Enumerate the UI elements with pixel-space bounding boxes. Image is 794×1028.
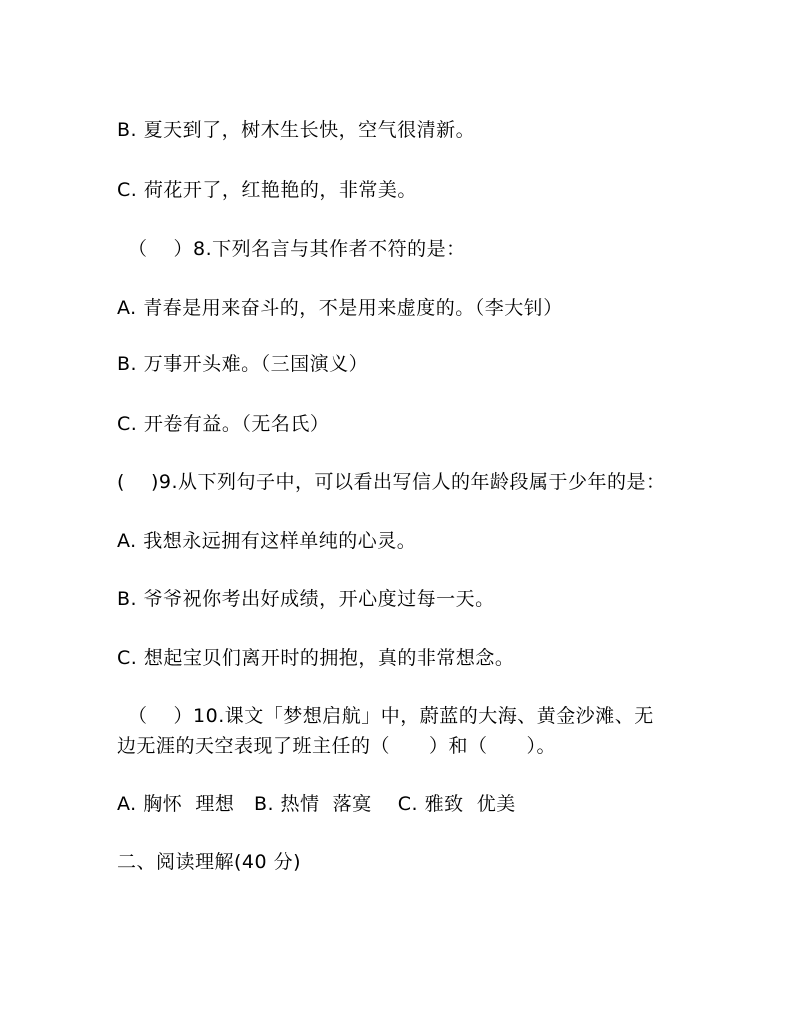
q9-stem: ( )9.从下列句子中，可以看出写信人的年龄段属于少年的是： (117, 471, 666, 493)
q8-stem: （ ）8.下列名言与其作者不符的是： (128, 238, 466, 260)
q8-option-a: A. 青春是用来奋斗的，不是用来虚度的。（李大钊） (117, 297, 563, 319)
q9-option-a: A. 我想永远拥有这样单纯的心灵。 (117, 530, 417, 552)
q8-option-c: C. 开卷有益。（无名氏） (117, 413, 330, 435)
q10-stem-line2: 边无涯的天空表现了班主任的（ ）和（ ）。 (117, 735, 557, 757)
q7-option-b: B. 夏天到了，树木生长快，空气很清新。 (117, 119, 476, 141)
q10-options: A. 胸怀 理想 B. 热情 落寞 C. 雅致 优美 (117, 793, 516, 815)
q7-option-c: C. 荷花开了，红艳艳的，非常美。 (117, 179, 417, 201)
section-heading: 二、阅读理解(40 分) (117, 851, 302, 873)
q9-option-c: C. 想起宝贝们离开时的拥抱，真的非常想念。 (117, 647, 515, 669)
q9-option-b: B. 爷爷祝你考出好成绩，开心度过每一天。 (117, 588, 495, 610)
q8-option-b: B. 万事开头难。（三国演义） (117, 353, 369, 375)
q10-stem-line1: （ ）10.课文「梦想启航」中，蔚蓝的大海、黄金沙滩、无 (128, 705, 654, 727)
